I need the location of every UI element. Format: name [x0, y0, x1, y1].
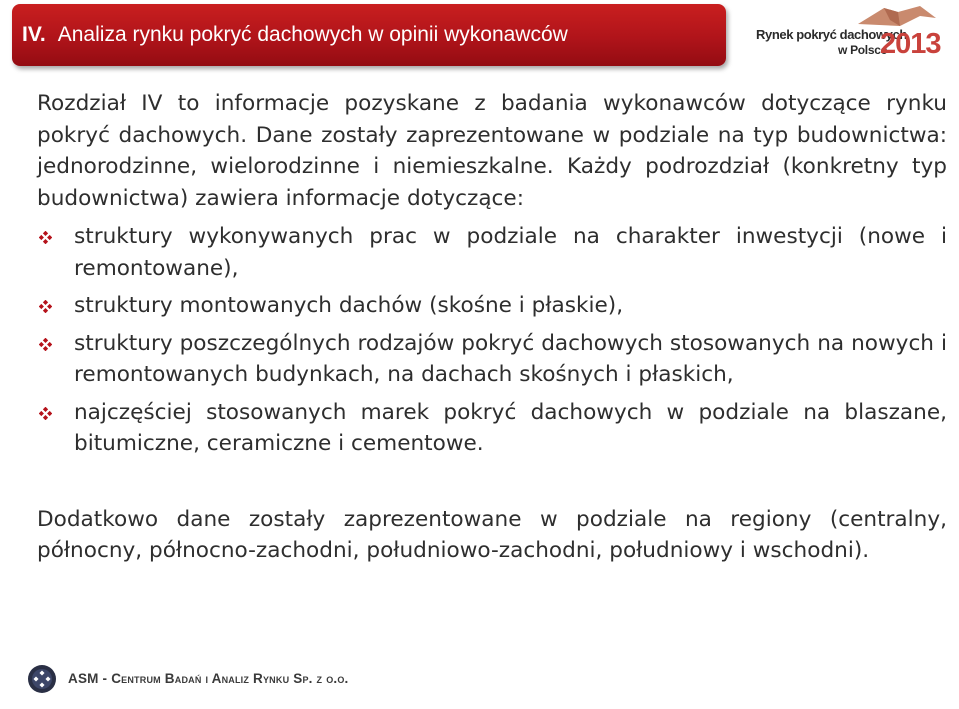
- list-item: [37, 290, 947, 322]
- report-logo: [752, 0, 952, 66]
- intro-paragraph: Rozdział IV to informacje pozyskane z badania wykonawców dotyczące rynku pokryć dachowych. Dane zostały zaprezentowane w podziale na typ budownictwa: jednorodzinne, wielorodzinne i niemieszkalne. Każdy podrozdział (konkretny typ budownictwa) zawiera informacje dotyczące:: [37, 91, 947, 211]
- footer-company-name: ASM - Centrum Badań i Analiz Rynku Sp. z o.o.: [68, 671, 349, 686]
- logo-title-line1: Rynek pokryć dachowych: [756, 27, 907, 42]
- list-item-text: najczęściej stosowanych marek pokryć dachowych w podziale na blaszane, bitumiczne, ceramiczne i cementowe.: [74, 399, 947, 456]
- logo-year: 2013: [880, 28, 941, 60]
- bullet-list: [37, 221, 947, 460]
- asm-logo-icon: [27, 664, 57, 694]
- section-number: IV.: [22, 23, 46, 46]
- slide-title-banner: [12, 4, 726, 66]
- list-item: [37, 328, 947, 391]
- section-title: Analiza rynku pokryć dachowych w opinii wykonawców: [57, 23, 568, 46]
- list-item-text: struktury wykonywanych prac w podziale na charakter inwestycji (nowe i remontowane),: [74, 224, 947, 281]
- list-item-text: struktury poszczególnych rodzajów pokryć dachowych stosowanych na nowych i remontowanych budynkach, na dachach skośnych i płaskich,: [74, 330, 947, 387]
- logo-title-line2: w Polsce: [838, 43, 887, 57]
- diamond-bullet-icon: [39, 300, 52, 313]
- list-item: [37, 397, 947, 460]
- diamond-bullet-icon: [39, 338, 52, 351]
- list-item: [37, 221, 947, 284]
- list-item-text: struktury montowanych dachów (skośne i płaskie),: [74, 293, 624, 318]
- closing-paragraph: Dodatkowo dane zostały zaprezentowane w podziale na regiony (centralny, północny, północno-zachodni, południowo-zachodni, południowy i wschodni).: [37, 506, 947, 563]
- diamond-bullet-icon: [39, 407, 52, 420]
- diamond-bullet-icon: [39, 231, 52, 244]
- slide-content: [37, 88, 947, 567]
